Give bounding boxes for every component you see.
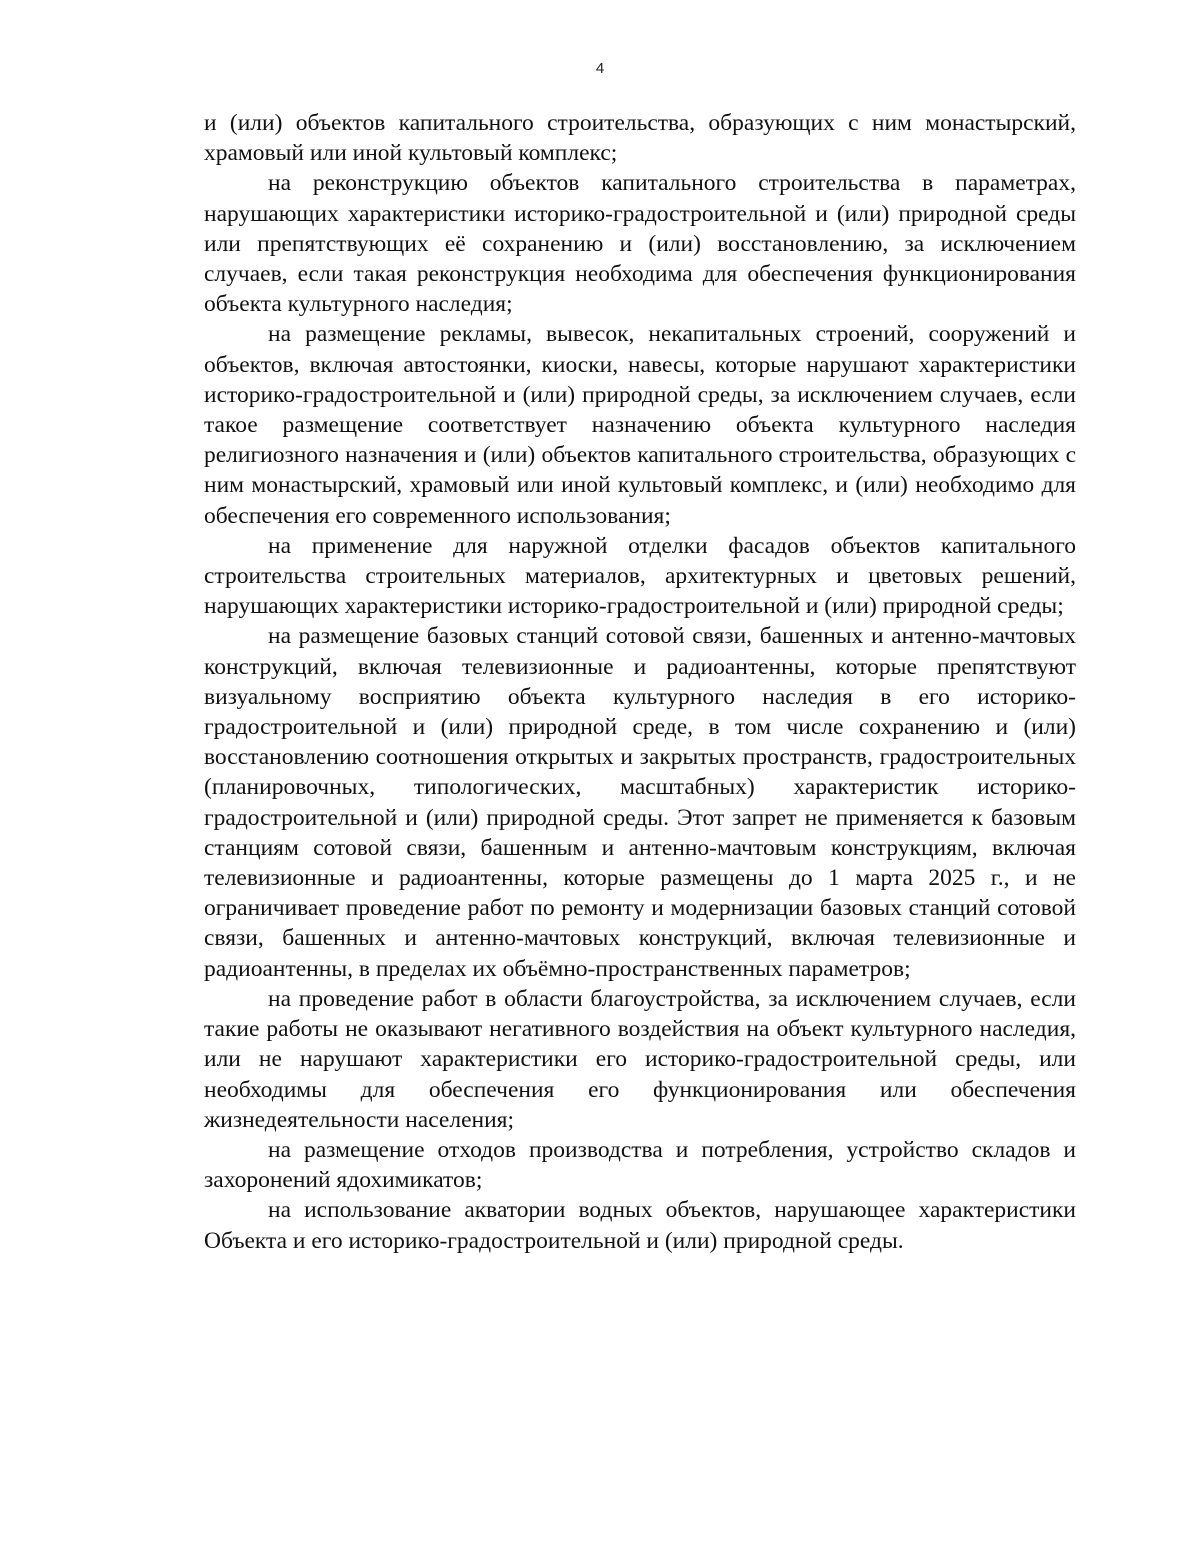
document-body (204, 108, 1076, 1256)
paragraph-reconstruction: на реконструкцию объектов капитального строительства в параметрах, нарушающих характеристики историко-градостроительной и (или) природной среды или препятствующих её сохранению и (или) восстановлению, за исключением случаев, если такая реконструкция необходима для обеспечения функционирования объекта культурного наследия; (204, 170, 1076, 318)
page-number: 4 (595, 60, 605, 77)
paragraph-continuation: и (или) объектов капитального строительства, образующих с ним монастырский, храмовый или иной культовый комплекс; (204, 110, 1076, 167)
paragraph-waste: на размещение отходов производства и потребления, устройство складов и захоронений ядохимикатов; (204, 1136, 1076, 1194)
paragraph-facade-finishing: на применение для наружной отделки фасадов объектов капитального строительства строительных материалов, архитектурных и цветовых решений, нарушающих характеристики историко-градостроительной и (или) природной среды; (204, 532, 1076, 620)
paragraph-advertising: на размещение рекламы, вывесок, некапитальных строений, сооружений и объектов, включая автостоянки, киоски, навесы, которые нарушают характеристики историко-градостроительной и (или) природной среды, за исключением случаев, если такое размещение соответствует назначению объекта культурного наследия религиозного назначения и (или) объектов капитального строительства, образующих с ним монастырский, храмовый или иной культовый комплекс, и (или) необходимо для обеспечения его современного использования; (204, 321, 1076, 529)
paragraph-base-stations: на размещение базовых станций сотовой связи, башенных и антенно-мачтовых конструкций, включая телевизионные и радиоантенны, которые препятствуют визуальному восприятию объекта культурного наследия в его историко-градостроительной и (или) природной среде, в том числе сохранению и (или) восстановлению соотношения открытых и закрытых пространств, градостроительных (планировочных, типологических, масштабных) характеристик историко-градостроительной и (или) природной среды. Этот запрет не применяется к базовым станциям сотовой связи, башенным и антенно-мачтовым конструкциям, включая телевизионные и радиоантенны, которые размещены до 1 марта 2025 г., и не ограничивает проведение работ по ремонту и модернизации базовых станций сотовой связи, башенных и антенно-мачтовых конструкций, включая телевизионные и радиоантенны, в пределах их объёмно-пространственных параметров; (204, 623, 1076, 982)
paragraph-water-area: на использование акватории водных объектов, нарушающее характеристики Объекта и его историко-градостроительной и (или) природной среды. (204, 1197, 1076, 1254)
paragraph-landscaping: на проведение работ в области благоустройства, за исключением случаев, если такие работы не оказывают негативного воздействия на объект культурного наследия, или не нарушают характеристики его историко-градостроительной среды, или необходимы для обеспечения его функционирования или обеспечения жизнедеятельности населения; (204, 985, 1076, 1133)
